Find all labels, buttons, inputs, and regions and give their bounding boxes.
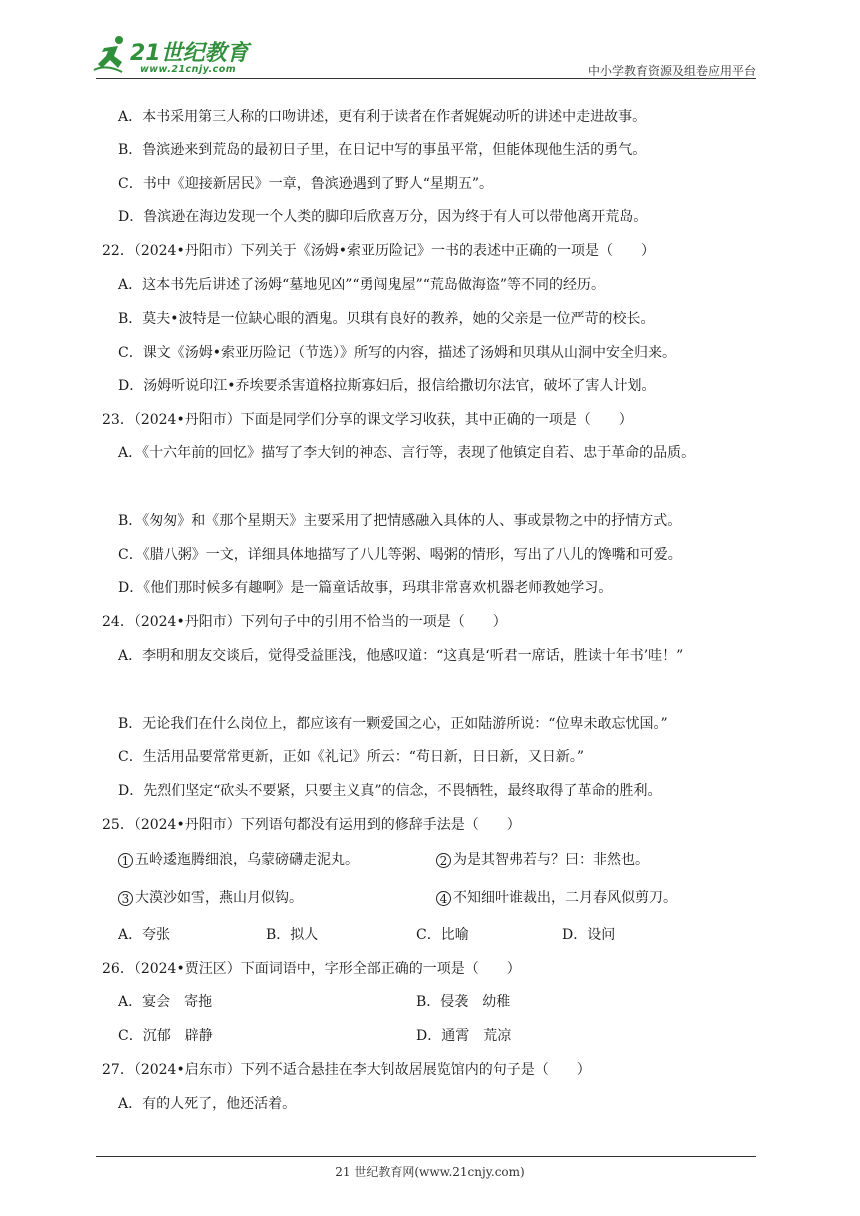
circled-number: 2	[436, 853, 451, 868]
q24-option-d: D．先烈们坚定“砍头不要紧，只要主义真”的信念，不畏牺牲，最终取得了革命的胜利。	[118, 783, 662, 799]
q22-option-b: B．莫夫•波特是一位缺心眼的酒鬼。贝琪有良好的教养，她的父亲是一位严苛的校长。	[118, 311, 655, 327]
q25-item-3	[118, 889, 303, 907]
logo	[92, 34, 262, 78]
q25-item-2	[436, 851, 649, 869]
q25-option-d: D．设问	[562, 927, 616, 943]
circled-number: 1	[118, 853, 133, 868]
q25-item-text: 大漠沙如雪，燕山月似钩。	[135, 890, 303, 906]
q21-option-c: C．书中《迎接新居民》一章，鲁滨逊遇到了野人“星期五”。	[118, 176, 494, 192]
q25-option-a: A．夸张	[118, 927, 171, 943]
q25-item-text: 五岭逶迤腾细浪，乌蒙磅礴走泥丸。	[135, 852, 359, 868]
footer-text: 21 世纪教育网(www.21cnjy.com)	[335, 1165, 525, 1179]
q26-option-b: B．侵袭 幼稚	[416, 994, 511, 1010]
q22-option-a: A．这本书先后讲述了汤姆“墓地见凶”“勇闯鬼屋”“荒岛做海盗”等不同的经历。	[118, 277, 606, 293]
q26-option-c: C．沉郁 辟静	[118, 1028, 213, 1044]
q22-option-d: D．汤姆听说印江•乔埃要杀害道格拉斯寡妇后，报信给撒切尔法官，破坏了害人计划。	[118, 378, 656, 394]
circled-number: 4	[436, 891, 451, 906]
page-header	[0, 0, 860, 82]
q24-option-a: A．李明和朋友交谈后，觉得受益匪浅，他感叹道：“这真是‘听君一席话，胜读十年书’哇！”	[118, 648, 684, 664]
q21-option-d: D．鲁滨逊在海边发现一个人类的脚印后欣喜万分，因为终于有人可以带他离开荒岛。	[118, 209, 648, 225]
q24-option-c: C．生活用品要常常更新，正如《礼记》所云：“苟日新，日日新，又日新。”	[118, 749, 585, 765]
q26-stem: 26．（2024•贾汪区）下面词语中，字形全部正确的一项是（ ）	[102, 961, 521, 977]
q24-option-b: B．无论我们在什么岗位上，都应该有一颗爱国之心，正如陆游所说：“位卑未敢忘忧国。”	[118, 716, 668, 732]
q21-option-a: A．本书采用第三人称的口吻讲述，更有利于读者在作者娓娓动听的讲述中走进故事。	[118, 109, 647, 125]
q21-option-b: B．鲁滨逊来到荒岛的最初日子里，在日记中写的事虽平常，但能体现他生活的勇气。	[118, 142, 647, 158]
q25-option-b: B．拟人	[266, 927, 319, 943]
logo-text: 21世纪教育	[130, 41, 249, 66]
runner-icon	[92, 34, 132, 74]
q25-item-4	[436, 889, 677, 907]
q23-stem: 23．（2024•丹阳市）下面是同学们分享的课文学习收获，其中正确的一项是（ ）	[102, 412, 633, 428]
q24-stem: 24．（2024•丹阳市）下列句子中的引用不恰当的一项是（ ）	[102, 614, 507, 630]
q27-stem: 27．（2024•启东市）下列不适合悬挂在李大钊故居展览馆内的句子是（ ）	[102, 1062, 591, 1078]
q26-option-d: D．通霄 荒凉	[416, 1028, 512, 1044]
platform-label: 中小学教育资源及组卷应用平台	[587, 64, 756, 78]
q25-item-text: 不知细叶谁裁出，二月春风似剪刀。	[453, 890, 677, 906]
q22-stem: 22．（2024•丹阳市）下列关于《汤姆•索亚历险记》一书的表述中正确的一项是（ ）	[102, 243, 655, 259]
q25-option-c: C．比喻	[416, 927, 469, 943]
q25-item-1	[118, 851, 359, 869]
q22-option-c: C．课文《汤姆•索亚历险记（节选）》所写的内容，描述了汤姆和贝琪从山洞中安全归来。	[118, 345, 676, 361]
circled-number: 3	[118, 891, 133, 906]
logo-url: www.21cnjy.com	[140, 64, 237, 75]
q23-option-b: B．《匆匆》和《那个星期天》主要采用了把情感融入具体的人、事或景物之中的抒情方式。	[118, 513, 682, 529]
footer-divider	[96, 1156, 756, 1157]
q25-stem: 25．（2024•丹阳市）下列语句都没有运用到的修辞手法是（ ）	[102, 817, 521, 833]
q25-item-text: 为是其智弗若与？曰：非然也。	[453, 852, 649, 868]
q23-option-d: D．《他们那时候多有趣啊》是一篇童话故事，玛琪非常喜欢机器老师教她学习。	[118, 580, 613, 596]
header-divider	[96, 78, 756, 79]
q26-option-a: A．宴会 寄拖	[118, 994, 213, 1010]
q23-option-c: C．《腊八粥》一文，详细具体地描写了八儿等粥、喝粥的情形，写出了八儿的馋嘴和可爱。	[118, 547, 682, 563]
q27-option-a: A．有的人死了，他还活着。	[118, 1096, 297, 1112]
q23-option-a: A．《十六年前的回忆》描写了李大钊的神态、言行等，表现了他镇定自若、忠于革命的品质。	[118, 445, 696, 461]
